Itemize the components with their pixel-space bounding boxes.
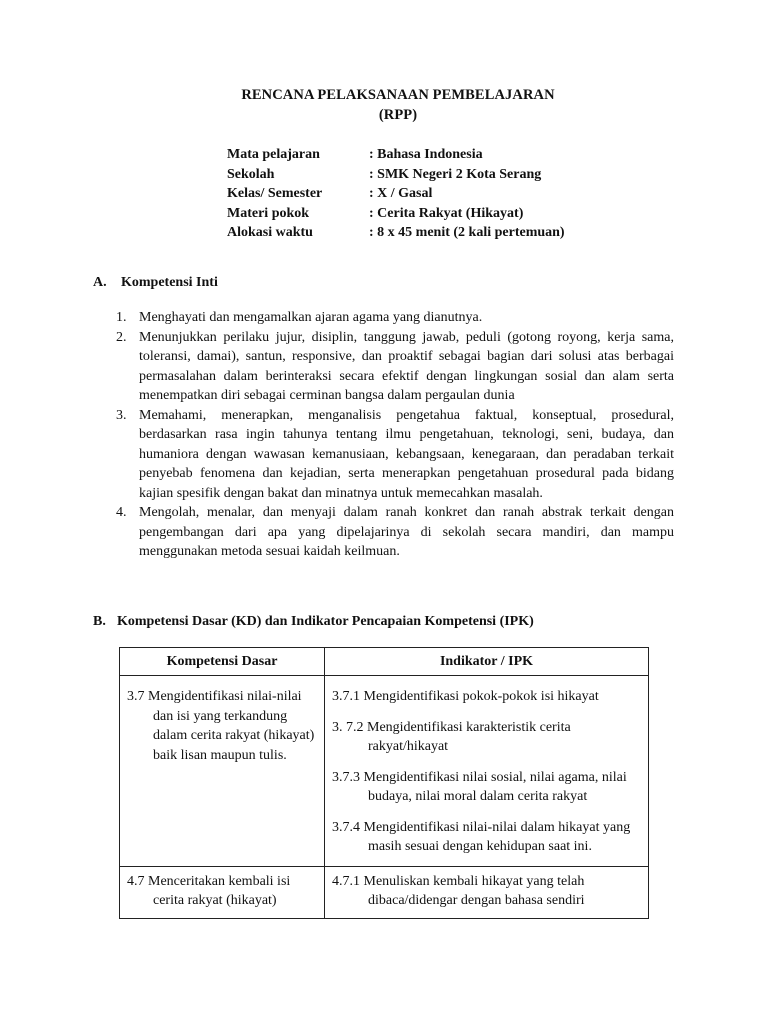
list-text: Menghayati dan mengamalkan ajaran agama yang dianutnya. [139,310,483,325]
meta-row [227,223,565,243]
list-text: Mengolah, menalar, dan menyaji dalam ranah konkret dan ranah abstrak terkait dengan pengembangan dari apa yang dipelajarinya di sekolah secara mandiri, dan mampu menggunakan metoda sesuai kaidah keilmuan. [139,505,674,559]
ipk-item: 4.7.1 Menuliskan kembali hikayat yang telah dibaca/didengar dengan bahasa sendiri [332,873,585,908]
ipk-item: 3.7.4 Mengidentifikasi nilai-nilai dalam hikayat yang masih sesuai dengan kehidupan saat ini. [332,819,631,854]
table-header-ipk: Indikator / IPK [325,648,649,676]
list-text: Menunjukkan perilaku jujur, disiplin, tanggung jawab, peduli (gotong royong, kerja sama, toleransi, damai), santun, responsive, dan proaktif sebagai bagian dari solusi atas berbagai permasalahan dalam berinteraksi secara efektif dengan lingkungan sosial dan alam serta menempatkan diri sebagai cerminan bangsa dalam pergaulan dunia [139,329,674,403]
document-subtitle: (RPP) [378,107,418,123]
section-number: B. [93,614,106,629]
list-item [116,308,674,328]
section-title: Kompetensi Dasar (KD) dan Indikator Pencapaian Kompetensi (IPK) [117,614,534,629]
meta-row [227,165,565,185]
kd-ipk-table [119,647,649,919]
meta-key: Mata pelajaran [227,147,320,162]
meta-key: Sekolah [227,166,275,182]
document-title: RENCANA PELAKSANAAN PEMBELAJARAN [241,87,555,103]
list-number: 3. [116,407,127,423]
meta-value: : Bahasa Indonesia [369,147,483,162]
list-item [116,406,674,504]
meta-key: Alokasi waktu [227,225,313,240]
meta-value: : 8 x 45 menit (2 kali pertemuan) [369,225,565,240]
list-item [116,503,674,562]
section-title: Kompetensi Inti [121,275,218,290]
ipk-cell [325,866,649,918]
meta-key: Kelas/ Semester [227,186,323,201]
ipk-item: 3. 7.2 Mengidentifikasi karakteristik cerita rakyat/hikayat [332,719,571,754]
list-number: 4. [116,505,127,520]
list-number: 1. [116,310,127,325]
table-header-kd: Kompetensi Dasar [120,648,325,676]
kd-text: 4.7 Menceritakan kembali isi cerita rakyat (hikayat) [127,873,291,908]
meta-key: Materi pokok [227,205,310,221]
table-row [120,866,649,918]
section-a-heading [93,275,218,291]
ipk-cell [325,676,649,867]
table-header-row [120,648,649,676]
list-text: Memahami, menerapkan, menganalisis pengetahua faktual, konseptual, prosedural, berdasarkan rasa ingin tahunya tentang ilmu pengetahuan, teknologi, seni, budaya, dan humaniora dengan wawasan kemanusiaan, kebangsaan, kenegaraan, dan peradaban terkait penyebab fenomena dan kejadian, serta menerapkan pengetahuan prosedural pada bidang kajian spesifik dengan bakat dan minatnya untuk memecahkan masalah. [139,407,674,501]
kd-text: 3.7 Mengidentifikasi nilai-nilai dan isi yang terkandung dalam cerita rakyat (hikayat) baik lisan maupun tulis. [127,689,315,763]
meta-row [227,204,565,224]
meta-row [227,145,565,165]
meta-value: : Cerita Rakyat (Hikayat) [369,205,524,221]
kompetensi-inti-list [116,308,674,562]
ipk-item: 3.7.1 Mengidentifikasi pokok-pokok isi hikayat [332,689,599,704]
table-row [120,676,649,867]
ipk-item: 3.7.3 Mengidentifikasi nilai sosial, nilai agama, nilai budaya, nilai moral dalam cerita rakyat [332,769,627,804]
meta-value: : SMK Negeri 2 Kota Serang [369,166,542,182]
kd-cell [120,866,325,918]
section-b-heading [93,614,534,630]
section-number: A. [93,275,107,290]
meta-value: : X / Gasal [369,186,433,201]
meta-block [227,145,565,243]
kd-cell [120,676,325,867]
meta-row [227,184,565,204]
list-number: 2. [116,329,127,345]
list-item [116,328,674,406]
